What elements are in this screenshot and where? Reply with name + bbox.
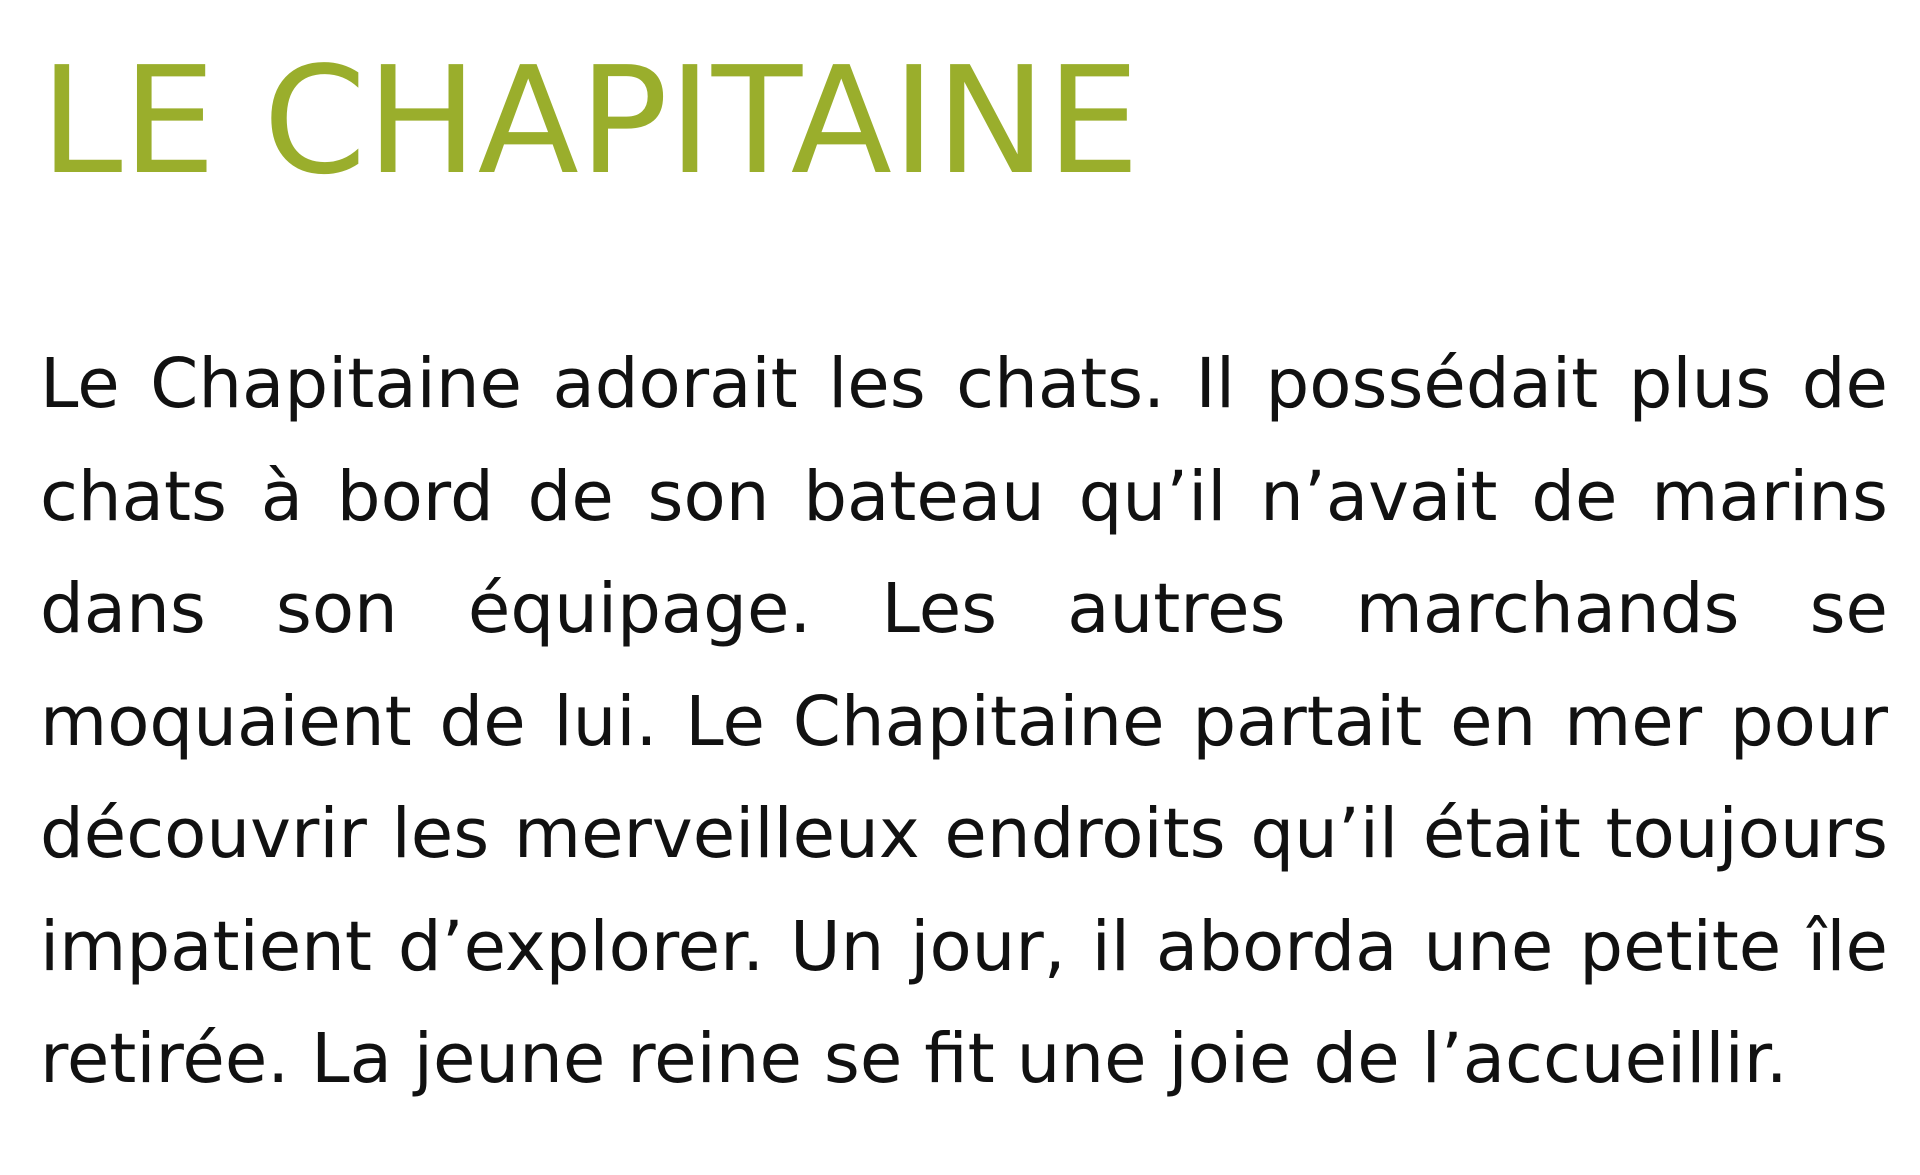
body-paragraph: Le Chapitaine adorait les chats. Il possédait plus de chats à bord de son bateau qu’il n’avait de marins dans son équipage. Les autres marchands se moquaient de lui. Le Chapitaine partait en mer pour découvrir les merveilleux endroits qu’il était toujours impatient d’explorer. Un jour, il aborda une petite île retirée. La jeune reine se fit une joie de l’accueillir. (40, 344, 1888, 1099)
page-title: LE CHAPITAINE (40, 35, 1140, 207)
